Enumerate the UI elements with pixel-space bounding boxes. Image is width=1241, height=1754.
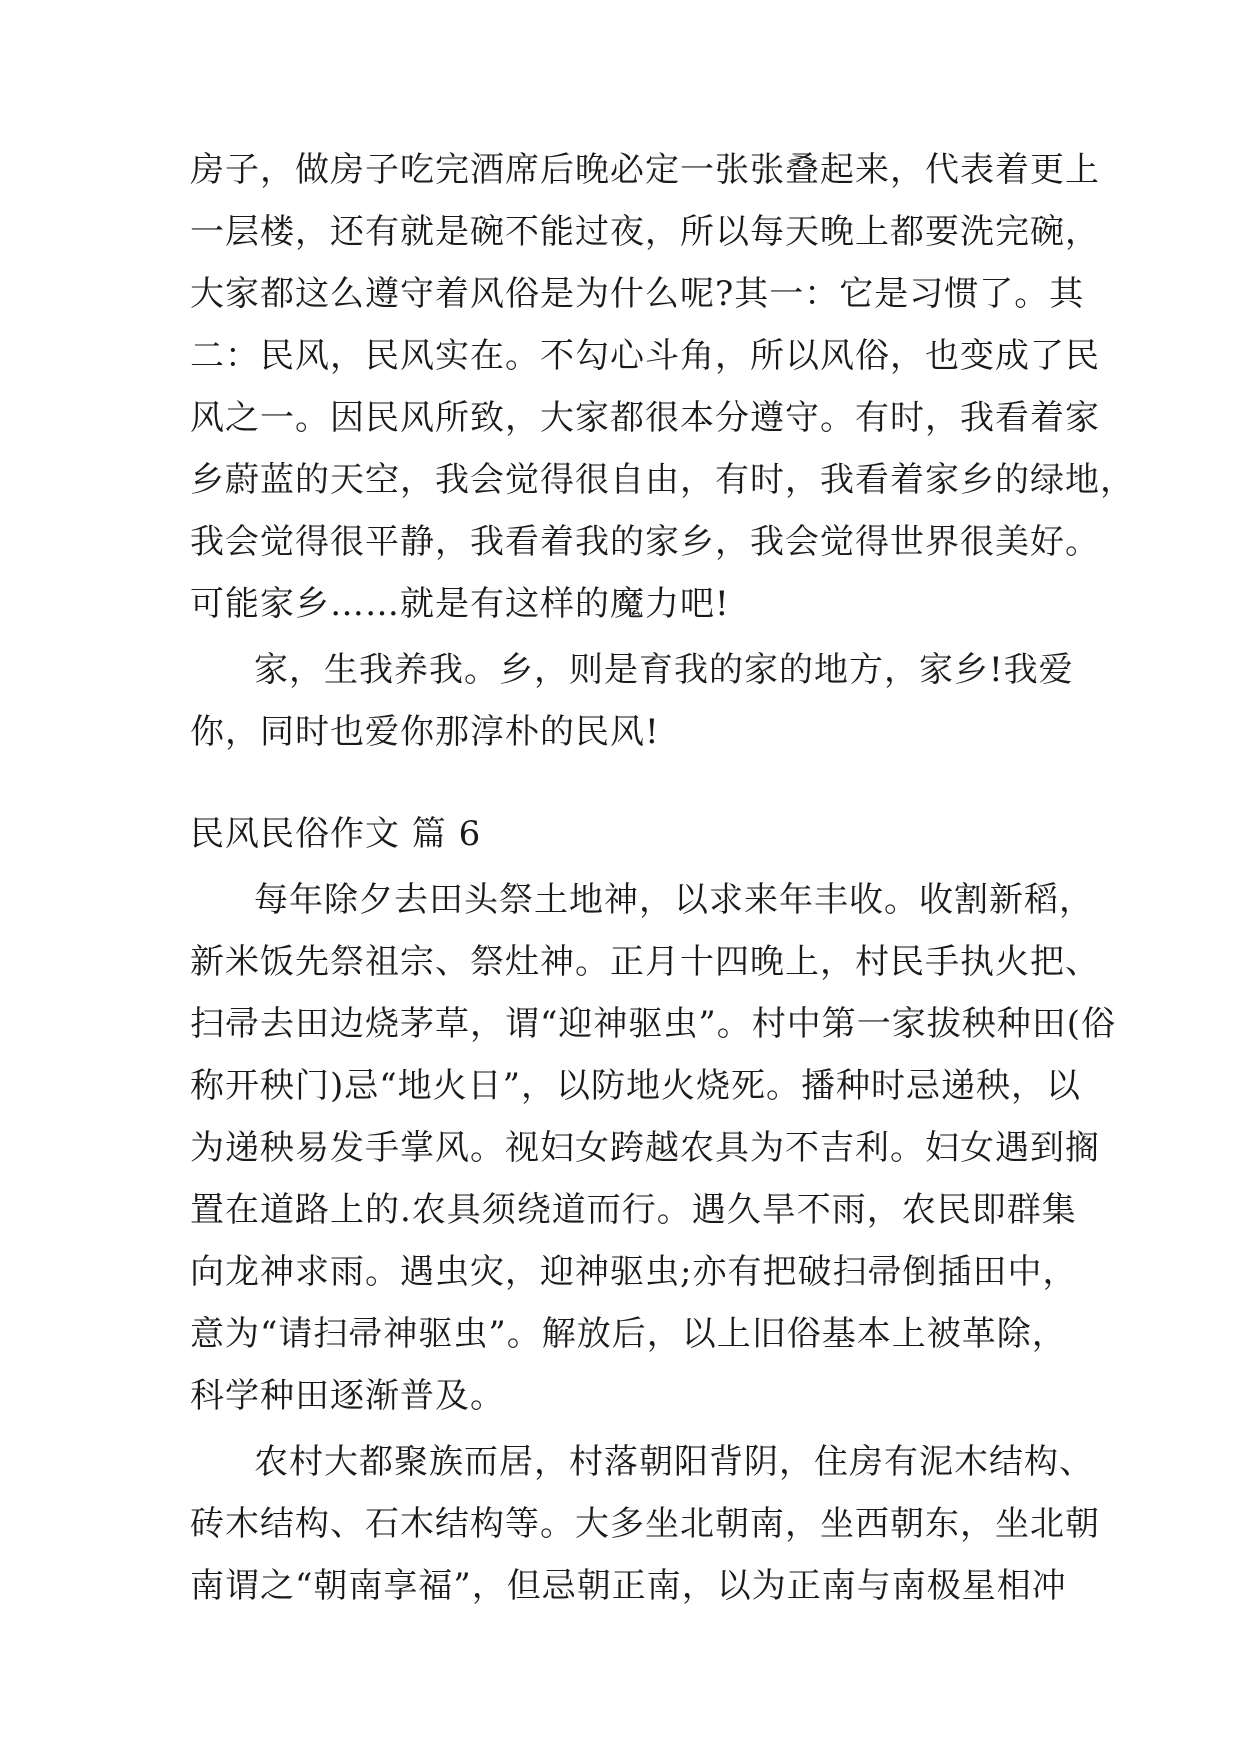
paragraph-line: 可能家乡……就是有这样的魔力吧! bbox=[190, 584, 730, 624]
paragraph-line: 新米饭先祭祖宗、祭灶神。正月十四晚上，村民手执火把、 bbox=[190, 942, 1100, 982]
paragraph-line: 家，生我养我。乡，则是育我的家的地方，家乡!我爱 bbox=[254, 650, 1074, 690]
paragraph-line: 扫帚去田边烧茅草，谓“迎神驱虫”。村中第一家拔秧种田(俗 bbox=[190, 1004, 1117, 1044]
paragraph-line: 砖木结构、石木结构等。大多坐北朝南，坐西朝东，坐北朝 bbox=[190, 1504, 1100, 1544]
paragraph-line: 每年除夕去田头祭土地神，以求来年丰收。收割新稻， bbox=[254, 880, 1094, 920]
paragraph-line: 南谓之“朝南享福”，但忌朝正南，以为正南与南极星相冲 bbox=[190, 1566, 1067, 1606]
paragraph-line: 房子，做房子吃完酒席后晚必定一张张叠起来，代表着更上 bbox=[190, 150, 1100, 190]
paragraph-line: 一层楼，还有就是碗不能过夜，所以每天晚上都要洗完碗， bbox=[190, 212, 1100, 252]
paragraph-line: 你，同时也爱你那淳朴的民风! bbox=[190, 712, 660, 752]
paragraph-line: 为递秧易发手掌风。视妇女跨越农具为不吉利。妇女遇到搁 bbox=[190, 1128, 1100, 1168]
section-heading: 民风民俗作文 篇 6 bbox=[190, 814, 482, 854]
paragraph-line: 置在道路上的.农具须绕道而行。遇久旱不雨，农民即群集 bbox=[190, 1190, 1077, 1230]
paragraph-line: 大家都这么遵守着风俗是为什么呢?其一：它是习惯了。其 bbox=[190, 274, 1085, 314]
paragraph-line: 二：民风，民风实在。不勾心斗角，所以风俗，也变成了民 bbox=[190, 336, 1100, 376]
paragraph-line: 我会觉得很平静，我看着我的家乡，我会觉得世界很美好。 bbox=[190, 522, 1100, 562]
paragraph-line: 向龙神求雨。遇虫灾，迎神驱虫;亦有把破扫帚倒插田中， bbox=[190, 1252, 1078, 1292]
paragraph-line: 乡蔚蓝的天空，我会觉得很自由，有时，我看着家乡的绿地， bbox=[190, 460, 1135, 500]
paragraph-line: 称开秧门)忌“地火日”，以防地火烧死。播种时忌递秧，以 bbox=[190, 1066, 1082, 1106]
paragraph-line: 科学种田逐渐普及。 bbox=[190, 1376, 505, 1416]
paragraph-line: 风之一。因民风所致，大家都很本分遵守。有时，我看着家 bbox=[190, 398, 1100, 438]
paragraph-line: 意为“请扫帚神驱虫”。解放后，以上旧俗基本上被革除， bbox=[190, 1314, 1067, 1354]
paragraph-line: 农村大都聚族而居，村落朝阳背阴，住房有泥木结构、 bbox=[254, 1442, 1094, 1482]
